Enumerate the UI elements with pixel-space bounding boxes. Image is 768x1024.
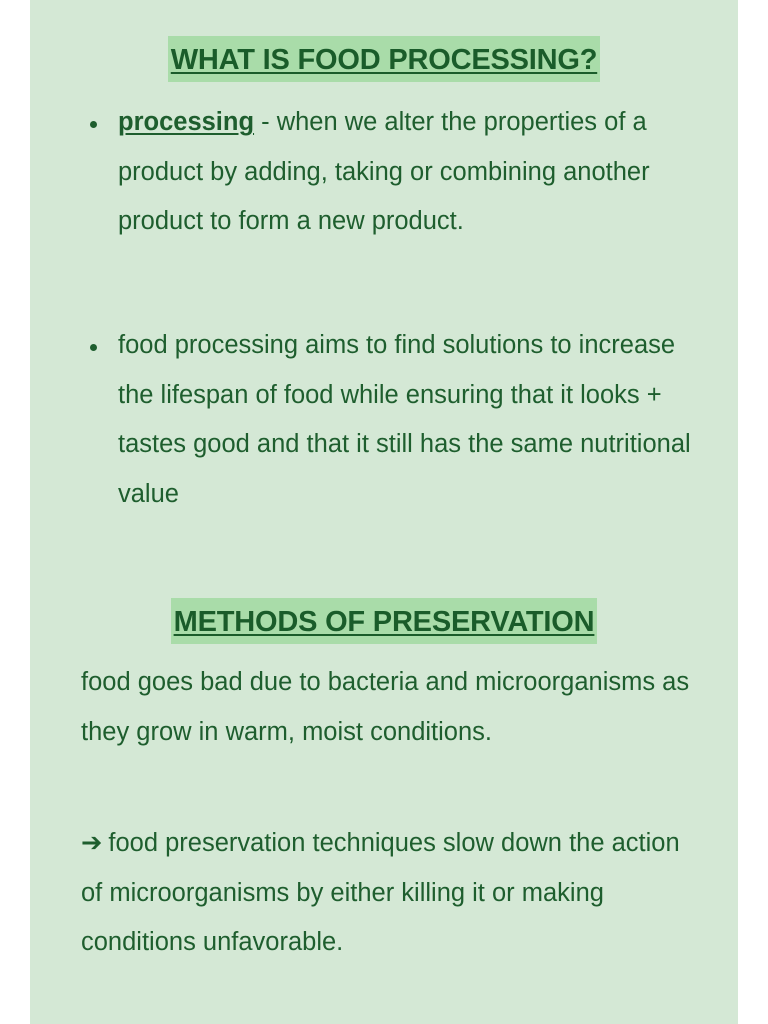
term-processing: processing xyxy=(118,108,255,136)
processing-definition-text: - when we alter the properties of a product by adding, taking or combining another product to form a new product. xyxy=(118,108,650,235)
bullet-processing-definition xyxy=(118,98,698,247)
document-page xyxy=(30,0,738,1024)
heading-wrap-methods-of-preservation xyxy=(30,598,738,644)
paragraph-food-goes-bad xyxy=(81,658,696,757)
heading-food-processing: WHAT IS FOOD PROCESSING? xyxy=(168,36,600,82)
paragraph-preservation-techniques xyxy=(81,819,701,968)
bullet-icon xyxy=(90,344,97,351)
bullet-food-processing-aims xyxy=(118,321,698,519)
preservation-techniques-text: food preservation techniques slow down the action of microorganisms by either killing it or making conditions unfavorable. xyxy=(81,829,680,956)
heading-wrap-food-processing xyxy=(30,36,738,82)
right-arrow-icon: ➔ xyxy=(81,829,103,857)
heading-methods-of-preservation: METHODS OF PRESERVATION xyxy=(171,598,598,644)
bullet-icon xyxy=(90,121,97,128)
food-processing-aims-text: food processing aims to find solutions to increase the lifespan of food while ensuring that it looks + tastes good and that it still has the same nutritional value xyxy=(118,331,691,508)
food-goes-bad-text: food goes bad due to bacteria and microorganisms as they grow in warm, moist conditions. xyxy=(81,668,690,746)
